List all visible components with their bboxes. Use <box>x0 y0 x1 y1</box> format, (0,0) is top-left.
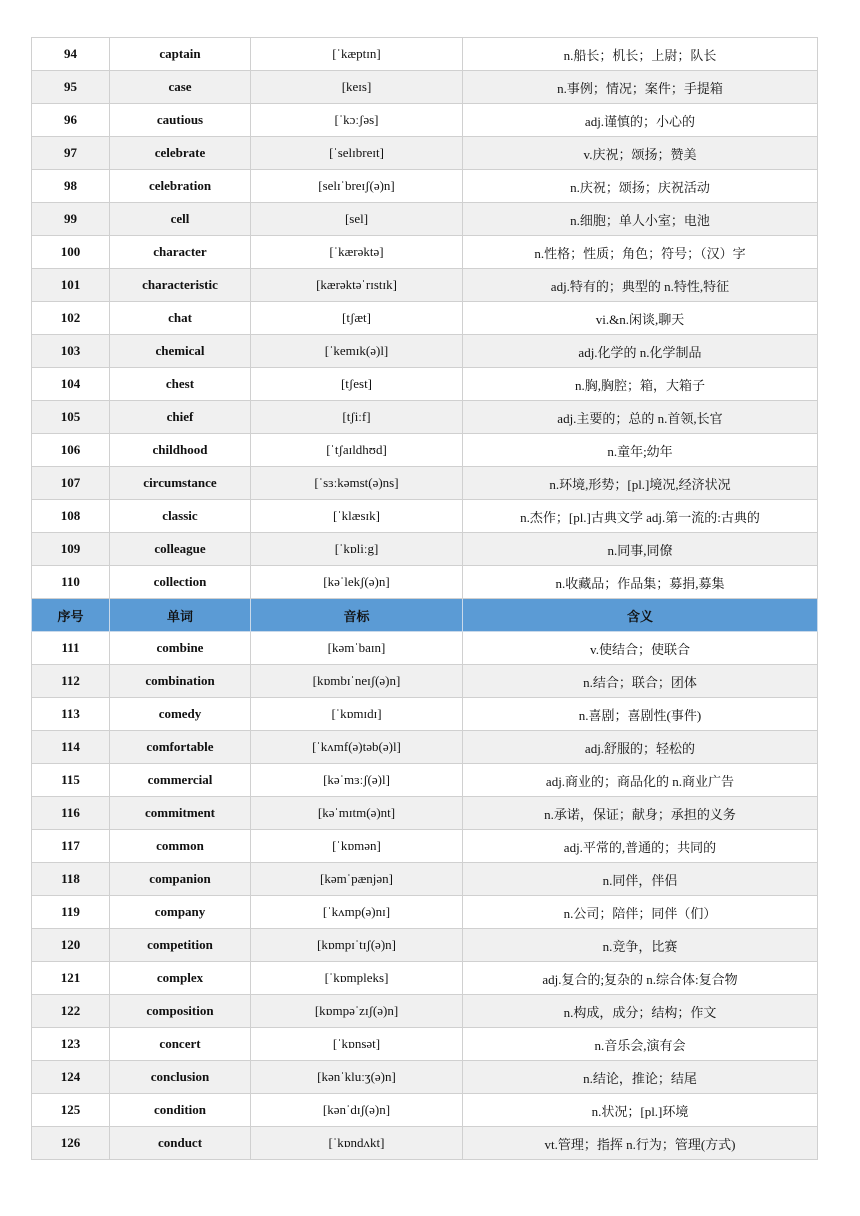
meaning-cell: n.船长；机长；上尉；队长 <box>463 38 818 71</box>
meaning-cell: n.竞争，比赛 <box>463 929 818 962</box>
word-cell: condition <box>110 1094 251 1127</box>
word-number: 124 <box>32 1061 110 1094</box>
table-row <box>32 764 818 797</box>
word-cell: case <box>110 71 251 104</box>
word-cell: combination <box>110 665 251 698</box>
word-cell: competition <box>110 929 251 962</box>
word-number: 117 <box>32 830 110 863</box>
word-number: 113 <box>32 698 110 731</box>
word-cell: captain <box>110 38 251 71</box>
phonetic-cell: [kənˈdɪʃ(ə)n] <box>251 1094 463 1127</box>
word-number: 122 <box>32 995 110 1028</box>
word-number: 100 <box>32 236 110 269</box>
word-cell: characteristic <box>110 269 251 302</box>
word-number: 118 <box>32 863 110 896</box>
meaning-cell: adj.平常的,普通的；共同的 <box>463 830 818 863</box>
table-row <box>32 302 818 335</box>
table-header-row <box>32 599 818 632</box>
word-number: 123 <box>32 1028 110 1061</box>
meaning-cell: n.构成，成分；结构；作文 <box>463 995 818 1028</box>
table-header-row-group <box>32 599 818 632</box>
header-meaning: 含义 <box>463 599 818 632</box>
meaning-cell: n.音乐会,演有会 <box>463 1028 818 1061</box>
word-number: 108 <box>32 500 110 533</box>
table-row <box>32 170 818 203</box>
phonetic-cell: [ˈtʃaɪldhʊd] <box>251 434 463 467</box>
word-number: 95 <box>32 71 110 104</box>
word-cell: classic <box>110 500 251 533</box>
phonetic-cell: [ˈkɒnsət] <box>251 1028 463 1061</box>
table-row <box>32 731 818 764</box>
table-row <box>32 929 818 962</box>
table-row <box>32 698 818 731</box>
vocabulary-page <box>31 37 817 1160</box>
phonetic-cell: [ˈkʌmf(ə)təb(ə)l] <box>251 731 463 764</box>
word-number: 114 <box>32 731 110 764</box>
meaning-cell: adj.复合的;复杂的 n.综合体:复合物 <box>463 962 818 995</box>
phonetic-cell: [kənˈkluːʒ(ə)n] <box>251 1061 463 1094</box>
table-row <box>32 1094 818 1127</box>
table-row <box>32 830 818 863</box>
meaning-cell: adj.特有的；典型的 n.特性,特征 <box>463 269 818 302</box>
meaning-cell: adj.舒服的；轻松的 <box>463 731 818 764</box>
table-row <box>32 500 818 533</box>
phonetic-cell: [tʃiːf] <box>251 401 463 434</box>
meaning-cell: adj.主要的；总的 n.首领,长官 <box>463 401 818 434</box>
meaning-cell: n.性格；性质；角色；符号；（汉）字 <box>463 236 818 269</box>
phonetic-cell: [ˈkɒmpleks] <box>251 962 463 995</box>
word-number: 121 <box>32 962 110 995</box>
word-cell: complex <box>110 962 251 995</box>
word-number: 98 <box>32 170 110 203</box>
word-number: 109 <box>32 533 110 566</box>
meaning-cell: vt.管理；指挥 n.行为；管理(方式) <box>463 1127 818 1160</box>
meaning-cell: n.喜剧；喜剧性(事件) <box>463 698 818 731</box>
table-row <box>32 203 818 236</box>
word-cell: companion <box>110 863 251 896</box>
word-number: 99 <box>32 203 110 236</box>
meaning-cell: n.公司；陪伴；同伴（们） <box>463 896 818 929</box>
meaning-cell: adj.谨慎的；小心的 <box>463 104 818 137</box>
meaning-cell: n.事例；情况；案件；手提箱 <box>463 71 818 104</box>
word-cell: combine <box>110 632 251 665</box>
meaning-cell: n.结论，推论；结尾 <box>463 1061 818 1094</box>
meaning-cell: n.收藏品；作品集；募捐,募集 <box>463 566 818 599</box>
phonetic-cell: [ˈkɔːʃəs] <box>251 104 463 137</box>
word-cell: cautious <box>110 104 251 137</box>
word-number: 110 <box>32 566 110 599</box>
phonetic-cell: [tʃæt] <box>251 302 463 335</box>
phonetic-cell: [kɒmpɪˈtɪʃ(ə)n] <box>251 929 463 962</box>
phonetic-cell: [tʃest] <box>251 368 463 401</box>
word-number: 120 <box>32 929 110 962</box>
phonetic-cell: [ˈkʌmp(ə)nɪ] <box>251 896 463 929</box>
word-cell: conduct <box>110 1127 251 1160</box>
word-number: 125 <box>32 1094 110 1127</box>
word-cell: common <box>110 830 251 863</box>
word-cell: comedy <box>110 698 251 731</box>
table-row <box>32 632 818 665</box>
word-cell: childhood <box>110 434 251 467</box>
phonetic-cell: [ˈkɒmɪdɪ] <box>251 698 463 731</box>
table-row <box>32 896 818 929</box>
meaning-cell: adj.化学的 n.化学制品 <box>463 335 818 368</box>
word-cell: chemical <box>110 335 251 368</box>
meaning-cell: n.细胞；单人小室；电池 <box>463 203 818 236</box>
table-row <box>32 995 818 1028</box>
word-number: 115 <box>32 764 110 797</box>
phonetic-cell: [keɪs] <box>251 71 463 104</box>
word-number: 126 <box>32 1127 110 1160</box>
header-word: 单词 <box>110 599 251 632</box>
phonetic-cell: [kəˈmɜːʃ(ə)l] <box>251 764 463 797</box>
word-cell: character <box>110 236 251 269</box>
vocabulary-table <box>31 37 818 1160</box>
word-number: 97 <box>32 137 110 170</box>
table-row <box>32 1028 818 1061</box>
table-row <box>32 863 818 896</box>
meaning-cell: n.环境,形势；[pl.]境况,经济状况 <box>463 467 818 500</box>
word-cell: comfortable <box>110 731 251 764</box>
phonetic-cell: [kəˈmɪtm(ə)nt] <box>251 797 463 830</box>
word-number: 94 <box>32 38 110 71</box>
phonetic-cell: [kɒmpəˈzɪʃ(ə)n] <box>251 995 463 1028</box>
table-row <box>32 962 818 995</box>
word-number: 119 <box>32 896 110 929</box>
word-number: 102 <box>32 302 110 335</box>
word-cell: commitment <box>110 797 251 830</box>
word-number: 96 <box>32 104 110 137</box>
phonetic-cell: [selɪˈbreɪʃ(ə)n] <box>251 170 463 203</box>
phonetic-cell: [kəmˈpænjən] <box>251 863 463 896</box>
phonetic-cell: [kəˈlekʃ(ə)n] <box>251 566 463 599</box>
table-row <box>32 533 818 566</box>
table-row <box>32 467 818 500</box>
meaning-cell: adj.商业的；商品化的 n.商业广告 <box>463 764 818 797</box>
meaning-cell: v.庆祝；颂扬；赞美 <box>463 137 818 170</box>
table-row <box>32 401 818 434</box>
table-row <box>32 797 818 830</box>
word-number: 105 <box>32 401 110 434</box>
phonetic-cell: [kærəktəˈrɪstɪk] <box>251 269 463 302</box>
word-cell: composition <box>110 995 251 1028</box>
meaning-cell: n.结合；联合；团体 <box>463 665 818 698</box>
word-cell: collection <box>110 566 251 599</box>
phonetic-cell: [ˈkɒndʌkt] <box>251 1127 463 1160</box>
meaning-cell: n.同事,同僚 <box>463 533 818 566</box>
word-cell: chest <box>110 368 251 401</box>
table-row <box>32 38 818 71</box>
word-number: 106 <box>32 434 110 467</box>
meaning-cell: n.同伴，伴侣 <box>463 863 818 896</box>
meaning-cell: n.童年;幼年 <box>463 434 818 467</box>
word-number: 112 <box>32 665 110 698</box>
table-row <box>32 434 818 467</box>
phonetic-cell: [kəmˈbaɪn] <box>251 632 463 665</box>
word-number: 101 <box>32 269 110 302</box>
word-number: 103 <box>32 335 110 368</box>
word-cell: colleague <box>110 533 251 566</box>
table-row <box>32 368 818 401</box>
phonetic-cell: [ˈsɜːkəmst(ə)ns] <box>251 467 463 500</box>
table-row <box>32 71 818 104</box>
phonetic-cell: [ˈkɒmən] <box>251 830 463 863</box>
word-cell: concert <box>110 1028 251 1061</box>
word-cell: cell <box>110 203 251 236</box>
meaning-cell: n.庆祝；颂扬；庆祝活动 <box>463 170 818 203</box>
word-cell: celebrate <box>110 137 251 170</box>
table-row <box>32 137 818 170</box>
word-number: 104 <box>32 368 110 401</box>
phonetic-cell: [ˈkemɪk(ə)l] <box>251 335 463 368</box>
meaning-cell: v.使结合；使联合 <box>463 632 818 665</box>
word-number: 116 <box>32 797 110 830</box>
word-cell: chat <box>110 302 251 335</box>
table-row <box>32 566 818 599</box>
word-number: 107 <box>32 467 110 500</box>
header-phonetic: 音标 <box>251 599 463 632</box>
table-row <box>32 665 818 698</box>
phonetic-cell: [kɒmbɪˈneɪʃ(ə)n] <box>251 665 463 698</box>
word-cell: circumstance <box>110 467 251 500</box>
word-cell: commercial <box>110 764 251 797</box>
meaning-cell: n.承诺，保证；献身；承担的义务 <box>463 797 818 830</box>
meaning-cell: n.杰作；[pl.]古典文学 adj.第一流的:古典的 <box>463 500 818 533</box>
word-cell: chief <box>110 401 251 434</box>
meaning-cell: n.状况；[pl.]环境 <box>463 1094 818 1127</box>
word-cell: company <box>110 896 251 929</box>
word-cell: conclusion <box>110 1061 251 1094</box>
table-body-top <box>32 38 818 599</box>
header-num: 序号 <box>32 599 110 632</box>
table-row <box>32 269 818 302</box>
word-number: 111 <box>32 632 110 665</box>
phonetic-cell: [ˈkɒliːg] <box>251 533 463 566</box>
table-row <box>32 335 818 368</box>
word-cell: celebration <box>110 170 251 203</box>
phonetic-cell: [ˈkæptɪn] <box>251 38 463 71</box>
meaning-cell: vi.&n.闲谈,聊天 <box>463 302 818 335</box>
meaning-cell: n.胸,胸腔；箱，大箱子 <box>463 368 818 401</box>
table-row <box>32 236 818 269</box>
table-row <box>32 1061 818 1094</box>
phonetic-cell: [ˈklæsɪk] <box>251 500 463 533</box>
phonetic-cell: [sel] <box>251 203 463 236</box>
table-row <box>32 104 818 137</box>
table-body-bottom <box>32 632 818 1160</box>
table-row <box>32 1127 818 1160</box>
phonetic-cell: [ˈkærəktə] <box>251 236 463 269</box>
phonetic-cell: [ˈselɪbreɪt] <box>251 137 463 170</box>
